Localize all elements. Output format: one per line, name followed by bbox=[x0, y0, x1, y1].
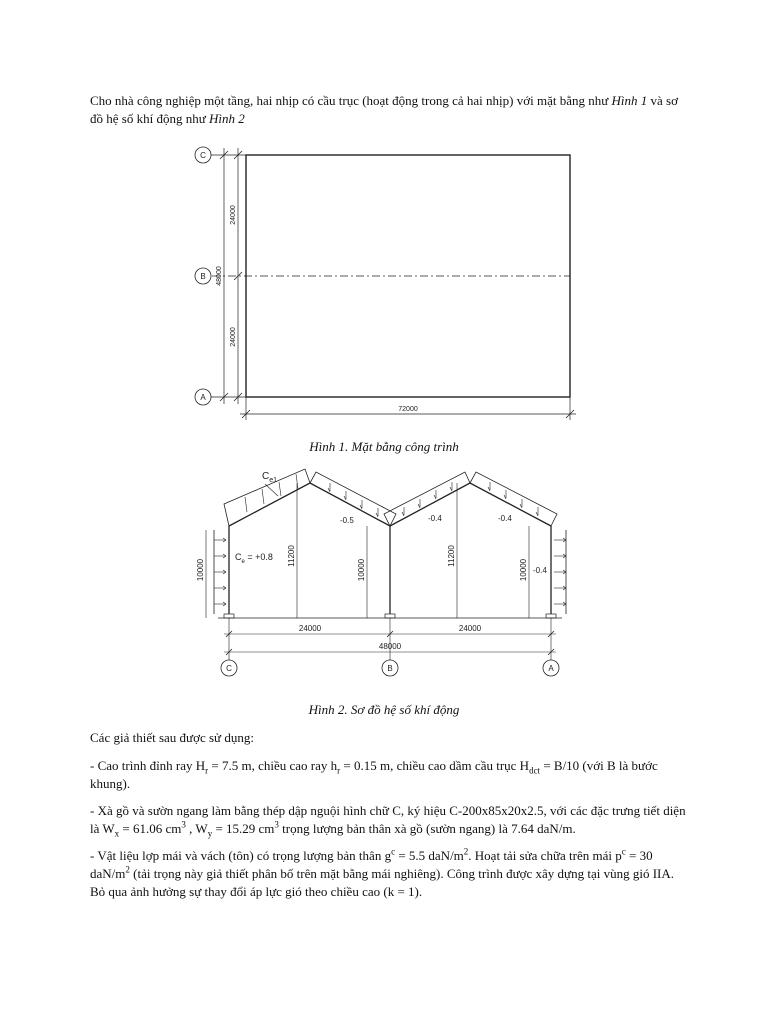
axis-label-c: C bbox=[200, 151, 206, 160]
coef-label-left-leeward: -0.5 bbox=[340, 516, 354, 525]
dim-label-48000: 48000 bbox=[216, 266, 223, 286]
figure-2-caption: Hình 2. Sơ đồ hệ số khí động bbox=[308, 702, 460, 717]
intro-text: Cho nhà công nghiệp một tầng, hai nhịp có cầu trục (hoạt động trong cả hai nhịp) với mặt bằng như bbox=[90, 93, 612, 108]
dim-label-11200-right: 11200 bbox=[447, 545, 456, 567]
dim-label-span-left: 24000 bbox=[298, 624, 322, 633]
coef-label-right-leeward: -0.4 bbox=[498, 514, 512, 523]
assumption-item-2: - Xà gồ và sườn ngang làm bằng thép dập nguội hình chữ C, ký hiệu C-200x85x20x2.5, với các đặc trưng tiết diện là $W_x = 61.06$ $cm^3$ , $W_y = 15.29$ $cm^3$ trọng lượng bản thân xà gồ (sườn ngang) là 7.64 daN/m. bbox=[90, 803, 686, 839]
dim-label-mid-col: 10000 bbox=[357, 558, 366, 582]
figure-1-caption: Hình 1. Mặt bằng công trình bbox=[309, 439, 459, 454]
ce-label: $C_e = +0.8$ bbox=[235, 552, 273, 565]
dim-label-24000-bottom: 24000 bbox=[230, 327, 237, 347]
fig2-axis-label-a: A bbox=[548, 664, 554, 673]
assumption-item-3: - Vật liệu lợp mái và vách (tôn) có trọng lượng bản thân $g^c = 5.5$ daN/$m^2$. Hoạt tải sửa chữa trên mái $p^c = 30$ daN/$m^2$ (tải trọng này giả thiết phân bố trên mặt bằng mái nghiêng). Công trình được xây dựng tại vùng gió IIA. Bỏ qua ảnh hưởng sự thay đổi áp lực gió theo chiều cao (k = 1). bbox=[90, 846, 674, 899]
fig2-axis-label-b: B bbox=[387, 664, 393, 673]
intro-text-mid: và sơ đồ hệ số khí động như bbox=[90, 93, 678, 126]
dim-label-24000-top: 24000 bbox=[230, 205, 237, 225]
dim-label-11200-left: 11200 bbox=[287, 545, 296, 567]
assumption-item-1: - Cao trình đỉnh ray $H_r = 7.5$ m, chiều cao ray $h_r = 0.15$ m, chiều cao dầm cầu trục $H_{dct} = B/10$ (với B là bước khung). bbox=[90, 758, 658, 791]
intro-figure-ref-2: Hình 2 bbox=[209, 111, 245, 126]
fig2-axis-label-c: C bbox=[226, 664, 232, 673]
dim-label-span-right: 24000 bbox=[458, 624, 482, 633]
dim-label-right-col: 10000 bbox=[519, 558, 528, 582]
coef-label-right-wall: -0.4 bbox=[533, 566, 547, 575]
axis-label-b: B bbox=[200, 272, 206, 281]
dim-label-72000: 72000 bbox=[398, 406, 418, 413]
coef-label-right-windward: -0.4 bbox=[428, 514, 442, 523]
dim-label-left-wall: 10000 bbox=[196, 558, 205, 582]
ce1-label: $C_{e1}$ bbox=[262, 471, 278, 484]
dim-label-total: 48000 bbox=[378, 642, 402, 651]
axis-label-a: A bbox=[200, 393, 206, 402]
intro-figure-ref-1: Hình 1 bbox=[611, 93, 648, 108]
assumptions-heading: Các giả thiết sau được sử dụng: bbox=[90, 730, 254, 745]
